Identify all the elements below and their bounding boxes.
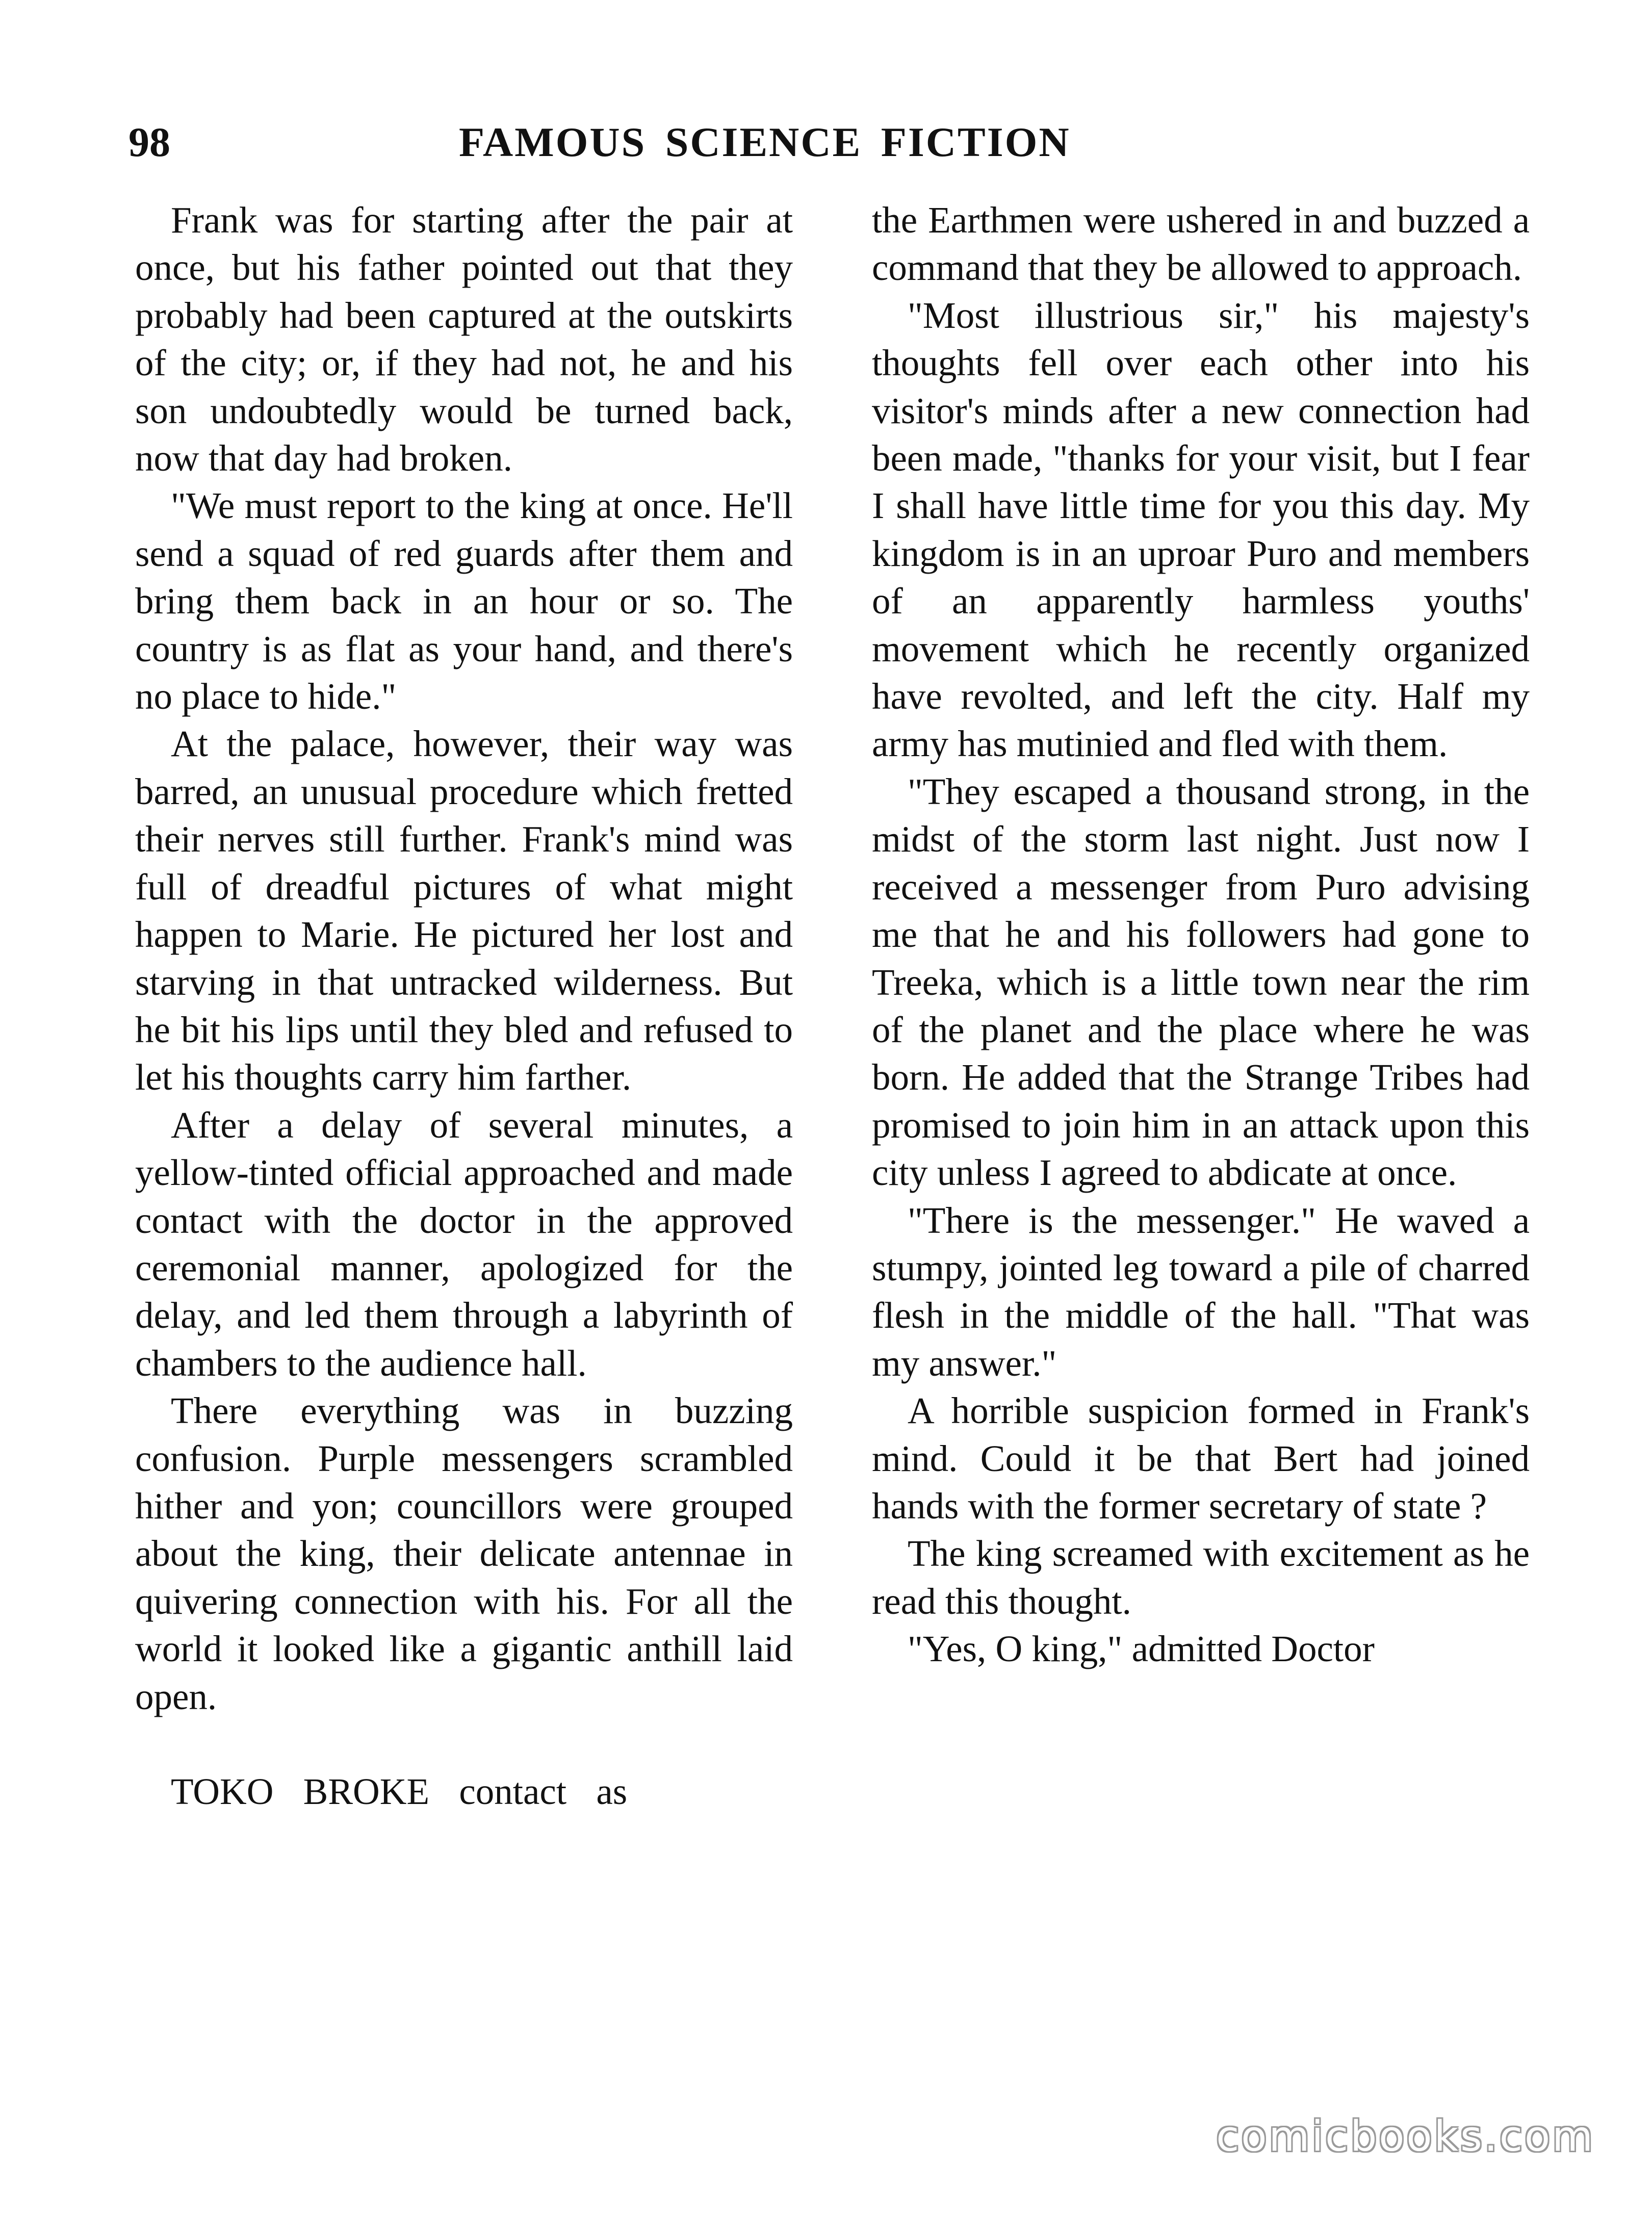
paragraph: "There is the messenger." He waved a stumpy, jointed leg toward a pile of charred flesh in the middle of the hall. "That was my answer." bbox=[872, 1199, 1530, 1384]
paragraph: "Most illustrious sir," his majesty's thoughts fell over each other into his visitor's minds after a new connection had been made, "thanks for your visit, but I fear I shall have little time for you this day. My kingdom is in an uproar Puro and members of an apparently harmless youths' movement which he recently organized have revolted, and left the city. Half my army has mutinied and fled with them. bbox=[872, 294, 1530, 765]
paragraph: A horrible suspicion formed in Frank's mind. Could it be that Bert had joined hands with the former secretary of state ? bbox=[872, 1390, 1530, 1527]
watermark: comicbooks.com bbox=[1216, 2112, 1595, 2161]
paragraph: the Earthmen were ushered in and buzzed a command that they be allowed to approach. bbox=[872, 199, 1530, 289]
left-column bbox=[135, 196, 793, 1816]
running-title: FAMOUS SCIENCE FICTION bbox=[459, 119, 1071, 165]
paragraph: Frank was for starting after the pair at once, but his father pointed out that they probably had been captured at the outskirts of the city; or, if they had not, he and his son undoubtedly would be turned back, now that day had broken. bbox=[135, 199, 793, 479]
right-column bbox=[872, 196, 1530, 1673]
paragraph: "They escaped a thousand strong, in the midst of the storm last night. Just now I received a messenger from Puro advising me that he and his followers had gone to Treeka, which is a little town near the rim of the planet and the place where he was born. He added that the Strange Tribes had promised to join him in an attack upon this city unless I agreed to abdicate at once. bbox=[872, 770, 1530, 1194]
paragraph: After a delay of several minutes, a yellow-tinted official approached and made contact with the doctor in the approved ceremonial manner, apologized for the delay, and led them through a labyrinth of chambers to the audience hall. bbox=[135, 1104, 793, 1384]
page-number: 98 bbox=[128, 119, 170, 165]
paragraph: There everything was in buzzing confusion. Purple messengers scrambled hither and yon; councillors were grouped about the king, their delicate antennae in quivering connection with his. For all the world it looked like a gigantic anthill laid open. bbox=[135, 1390, 793, 1717]
section-opening-paragraph: TOKO BROKE contact as bbox=[171, 1771, 628, 1813]
paragraph: At the palace, however, their way was barred, an unusual procedure which fretted their nerves still further. Frank's mind was full of dreadful pictures of what might happen to Marie. He pictured her lost and starving in that untracked wilderness. But he bit his lips until they bled and refused to let his thoughts carry him farther. bbox=[135, 723, 793, 1098]
paragraph: The king screamed with excitement as he read this thought. bbox=[872, 1533, 1530, 1622]
paragraph: "We must report to the king at once. He'll send a squad of red guards after them and bring them back in an hour or so. The country is as flat as your hand, and there's no place to hide." bbox=[135, 485, 793, 717]
paragraph: "Yes, O king," admitted Doctor bbox=[908, 1628, 1375, 1670]
